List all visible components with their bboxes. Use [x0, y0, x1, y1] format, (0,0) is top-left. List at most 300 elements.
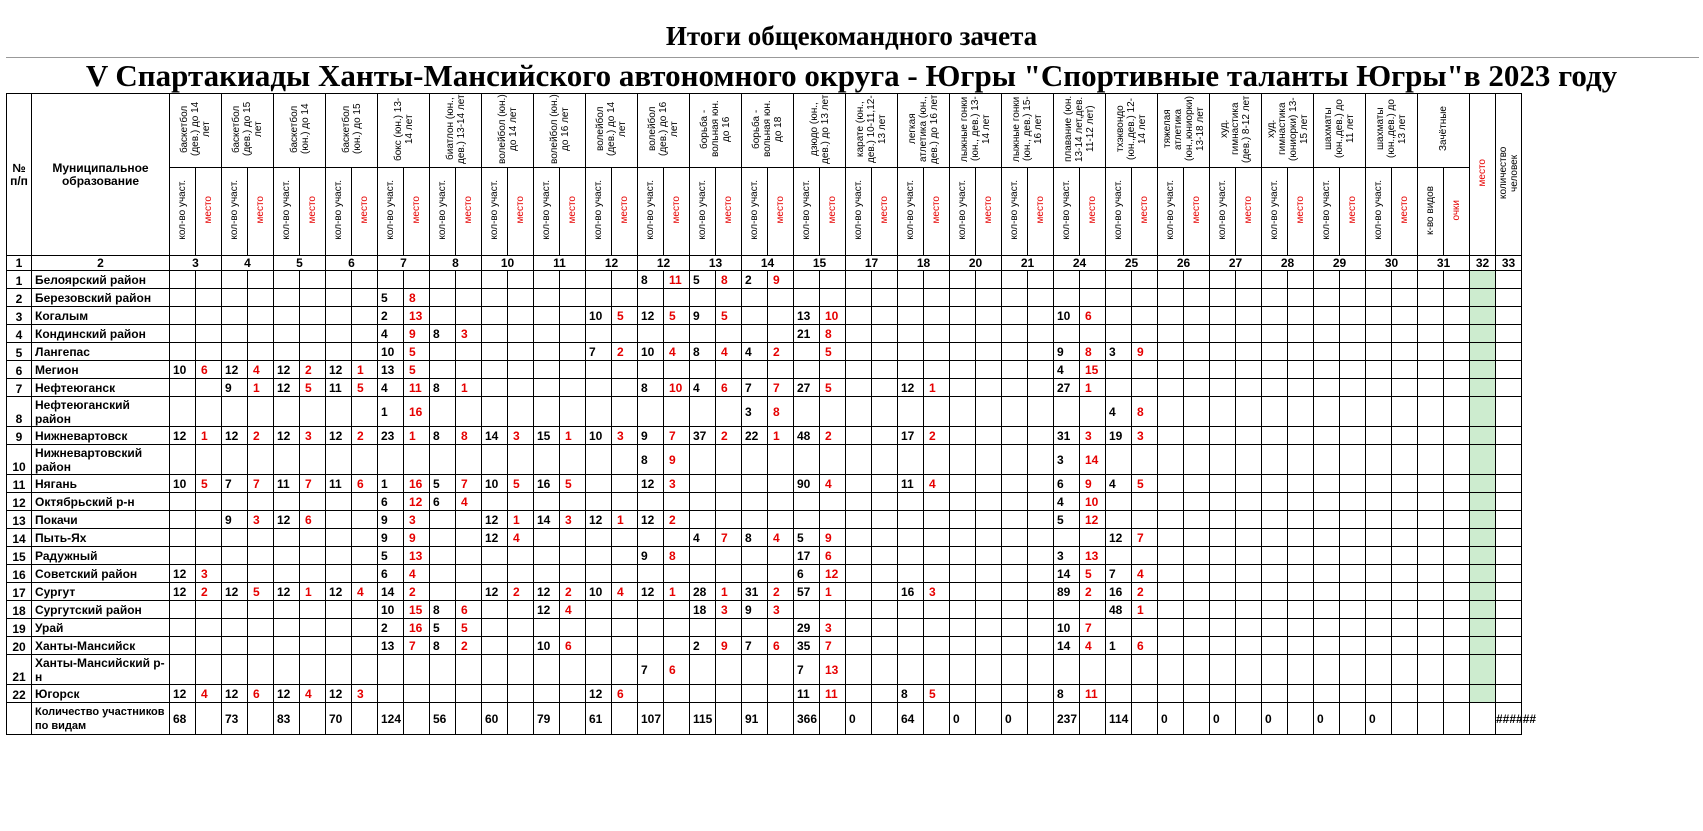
subheader-count — [1210, 168, 1236, 256]
participants-cell — [1314, 289, 1340, 307]
participants-cell: 4 — [378, 325, 404, 343]
count-label: кол-во участ. — [1373, 180, 1384, 240]
place-cell — [1132, 325, 1158, 343]
place-cell — [1288, 427, 1314, 445]
municipality-name: Нефтеюганский район — [32, 397, 170, 427]
participants-cell — [430, 445, 456, 475]
participants-cell — [378, 271, 404, 289]
place-cell — [1132, 379, 1158, 397]
row-number: 5 — [7, 343, 32, 361]
place-cell — [248, 271, 274, 289]
place-cell — [1340, 529, 1366, 547]
place-cell — [300, 307, 326, 325]
place-cell — [248, 397, 274, 427]
place-cell — [1340, 307, 1366, 325]
place-cell — [612, 655, 638, 685]
place-cell: 3 — [612, 427, 638, 445]
subheader-count — [742, 168, 768, 256]
place-cell — [1028, 475, 1054, 493]
participants-cell — [898, 493, 924, 511]
place-cell — [1340, 289, 1366, 307]
participants-cell: 12 — [274, 511, 300, 529]
sport-name: волейбол (дев.) до 14 лет — [595, 101, 628, 157]
place-cell: 3 — [300, 427, 326, 445]
participants-cell — [1002, 685, 1028, 703]
subheader-count — [274, 168, 300, 256]
subheader-place — [612, 168, 638, 256]
place-sub-label: место — [879, 196, 890, 224]
participants-cell — [846, 655, 872, 685]
sport-header — [1002, 94, 1054, 168]
participants-cell: 9 — [222, 511, 248, 529]
place-cell: 5 — [300, 379, 326, 397]
place-cell — [1236, 343, 1262, 361]
col-number: 18 — [898, 256, 950, 271]
total-value: 237 — [1054, 703, 1080, 735]
participants-cell — [1054, 529, 1080, 547]
participants-cell — [794, 271, 820, 289]
place-cell — [1028, 619, 1054, 637]
participants-cell — [950, 511, 976, 529]
participants-cell: 7 — [742, 379, 768, 397]
place-cell — [924, 343, 950, 361]
place-cell — [456, 397, 482, 427]
col-number: 26 — [1158, 256, 1210, 271]
place-cell: 1 — [1080, 379, 1106, 397]
place-cell — [1288, 619, 1314, 637]
sport-name: дзюдо (юн., дев.) до 13 лет — [808, 94, 831, 164]
participants-cell: 1 — [1106, 637, 1132, 655]
place-cell — [1288, 685, 1314, 703]
participants-cell — [1002, 271, 1028, 289]
participants-cell — [1314, 307, 1340, 325]
participants-cell — [1314, 619, 1340, 637]
participants-cell — [1210, 361, 1236, 379]
participants-cell: 4 — [378, 379, 404, 397]
participants-cell — [638, 619, 664, 637]
participants-cell — [950, 619, 976, 637]
participants-cell — [1210, 427, 1236, 445]
participants-cell: 12 — [482, 529, 508, 547]
sport-name: худ. гимнастика (юниорки) 13-15 лет — [1265, 97, 1310, 161]
participants-cell — [1002, 289, 1028, 307]
place-cell — [1184, 361, 1210, 379]
place-cell: 7 — [1080, 619, 1106, 637]
place-cell — [196, 379, 222, 397]
total-empty — [820, 703, 846, 735]
col-number: 6 — [326, 256, 378, 271]
participants-cell: 11 — [794, 685, 820, 703]
sport-name: тхэквондо (юн.,дев.) 12-14 лет — [1115, 98, 1148, 160]
participants-cell — [846, 529, 872, 547]
participants-cell — [1314, 529, 1340, 547]
participants-cell — [1106, 619, 1132, 637]
participants-cell — [274, 637, 300, 655]
participants-cell — [1158, 655, 1184, 685]
total-value: 61 — [586, 703, 612, 735]
participants-cell: 10 — [638, 343, 664, 361]
participants-cell — [1366, 271, 1392, 289]
kinds-cell — [1418, 601, 1444, 619]
sport-name: бокс (юн.) 13-14 лет — [392, 97, 415, 161]
participants-cell — [638, 493, 664, 511]
place-cell — [924, 619, 950, 637]
overall-place-cell — [1470, 445, 1496, 475]
place-cell: 7 — [404, 637, 430, 655]
participants-cell: 4 — [1106, 475, 1132, 493]
subheader-count — [378, 168, 404, 256]
place-cell: 8 — [820, 325, 846, 343]
place-cell — [716, 361, 742, 379]
place-cell — [1392, 271, 1418, 289]
place-cell — [300, 343, 326, 361]
sport-name: легкая атлетика (юн., дев.) до 16 лет — [907, 94, 940, 164]
participants-cell — [1158, 271, 1184, 289]
participants-cell: 5 — [430, 619, 456, 637]
participants-cell — [170, 397, 196, 427]
participants-cell — [1158, 445, 1184, 475]
place-cell — [1132, 289, 1158, 307]
place-cell — [768, 547, 794, 565]
sport-name: баскетбол (дев.) до 14 лет — [179, 101, 212, 157]
participants-cell — [170, 655, 196, 685]
place-cell — [196, 445, 222, 475]
points-cell — [1444, 493, 1470, 511]
overall-place-cell — [1470, 379, 1496, 397]
participants-cell — [534, 529, 560, 547]
participants-cell — [898, 637, 924, 655]
place-cell — [1236, 547, 1262, 565]
place-cell: 5 — [1080, 565, 1106, 583]
participants-cell — [430, 529, 456, 547]
participants-cell — [482, 379, 508, 397]
participants-cell — [1314, 547, 1340, 565]
points-cell — [1444, 445, 1470, 475]
participants-cell — [1002, 637, 1028, 655]
sport-header — [222, 94, 274, 168]
total-empty — [612, 703, 638, 735]
participants-cell — [690, 493, 716, 511]
place-cell — [872, 529, 898, 547]
header-municipality-label: Муниципальное образование — [52, 160, 149, 188]
table-row — [7, 325, 1690, 343]
kinds-cell — [1418, 493, 1444, 511]
place-cell — [924, 361, 950, 379]
place-cell: 15 — [404, 601, 430, 619]
participants-cell — [1158, 619, 1184, 637]
row-number: 22 — [7, 685, 32, 703]
place-cell — [508, 601, 534, 619]
place-cell — [1288, 493, 1314, 511]
participants-cell — [1106, 289, 1132, 307]
participants-cell — [274, 289, 300, 307]
participants-cell: 7 — [1106, 565, 1132, 583]
people-cell — [1496, 565, 1522, 583]
place-cell — [976, 325, 1002, 343]
place-cell — [352, 619, 378, 637]
place-cell: 9 — [404, 529, 430, 547]
people-cell — [1496, 427, 1522, 445]
place-cell — [1340, 397, 1366, 427]
place-cell: 12 — [1080, 511, 1106, 529]
participants-cell — [482, 601, 508, 619]
participants-cell: 12 — [1106, 529, 1132, 547]
participants-cell — [586, 547, 612, 565]
participants-cell — [950, 325, 976, 343]
place-cell — [1184, 583, 1210, 601]
participants-cell: 4 — [690, 529, 716, 547]
participants-cell — [638, 289, 664, 307]
row-number: 11 — [7, 475, 32, 493]
participants-cell — [1106, 307, 1132, 325]
place-cell — [768, 361, 794, 379]
place-cell — [456, 307, 482, 325]
participants-cell — [1366, 619, 1392, 637]
participants-cell — [274, 271, 300, 289]
place-cell: 4 — [248, 361, 274, 379]
participants-cell: 35 — [794, 637, 820, 655]
place-cell — [456, 343, 482, 361]
total-value: 0 — [1002, 703, 1028, 735]
participants-cell: 19 — [1106, 427, 1132, 445]
total-value: 68 — [170, 703, 196, 735]
place-cell — [664, 637, 690, 655]
kinds-cell — [1418, 685, 1444, 703]
place-cell — [872, 547, 898, 565]
col-number: 27 — [1210, 256, 1262, 271]
participants-cell — [326, 601, 352, 619]
place-cell: 9 — [664, 445, 690, 475]
participants-cell — [482, 547, 508, 565]
points-cell — [1444, 325, 1470, 343]
place-cell — [872, 307, 898, 325]
participants-cell — [222, 397, 248, 427]
place-cell: 6 — [300, 511, 326, 529]
place-cell — [196, 289, 222, 307]
row-number: 7 — [7, 379, 32, 397]
place-cell — [612, 397, 638, 427]
total-value: 60 — [482, 703, 508, 735]
sport-name: волейбол (дев.) до 16 лет — [647, 101, 680, 157]
place-cell — [612, 445, 638, 475]
total-empty — [300, 703, 326, 735]
place-cell — [352, 271, 378, 289]
row-number: 9 — [7, 427, 32, 445]
participants-cell: 12 — [274, 427, 300, 445]
place-cell — [1028, 379, 1054, 397]
col-number: 3 — [170, 256, 222, 271]
participants-cell — [378, 445, 404, 475]
totals-points — [1444, 703, 1470, 735]
place-cell — [248, 343, 274, 361]
participants-cell: 10 — [534, 637, 560, 655]
kinds-cell — [1418, 529, 1444, 547]
place-cell: 3 — [924, 583, 950, 601]
participants-cell — [1106, 547, 1132, 565]
municipality-name: Сургутский район — [32, 601, 170, 619]
overall-place-cell — [1470, 685, 1496, 703]
participants-cell: 21 — [794, 325, 820, 343]
place-cell — [352, 547, 378, 565]
total-value: 115 — [690, 703, 716, 735]
place-cell — [976, 493, 1002, 511]
participants-cell: 3 — [742, 397, 768, 427]
place-cell — [1184, 655, 1210, 685]
participants-cell — [430, 511, 456, 529]
sport-header — [482, 94, 534, 168]
place-cell — [352, 565, 378, 583]
place-cell: 2 — [196, 583, 222, 601]
participants-cell — [222, 343, 248, 361]
place-cell: 1 — [560, 427, 586, 445]
participants-cell: 6 — [430, 493, 456, 511]
col-number: 25 — [1106, 256, 1158, 271]
place-cell — [924, 493, 950, 511]
total-value: 366 — [794, 703, 820, 735]
participants-cell — [1002, 583, 1028, 601]
place-cell — [716, 547, 742, 565]
participants-cell — [1002, 529, 1028, 547]
participants-cell — [586, 655, 612, 685]
table-row — [7, 511, 1690, 529]
participants-cell — [638, 565, 664, 583]
sport-header — [846, 94, 898, 168]
participants-cell — [898, 445, 924, 475]
col-number: 7 — [378, 256, 430, 271]
place-cell — [1340, 325, 1366, 343]
overall-place-cell — [1470, 565, 1496, 583]
participants-cell: 12 — [638, 307, 664, 325]
place-cell: 2 — [768, 343, 794, 361]
participants-cell — [170, 307, 196, 325]
place-cell — [612, 271, 638, 289]
place-cell: 4 — [1132, 565, 1158, 583]
total-value: 73 — [222, 703, 248, 735]
place-cell: 6 — [768, 637, 794, 655]
participants-cell — [846, 511, 872, 529]
place-cell — [508, 289, 534, 307]
participants-cell — [1002, 427, 1028, 445]
participants-cell: 8 — [430, 325, 456, 343]
place-cell — [1340, 637, 1366, 655]
col-number: 13 — [690, 256, 742, 271]
subheader-count — [534, 168, 560, 256]
municipality-name: Кондинский район — [32, 325, 170, 343]
place-cell — [1236, 445, 1262, 475]
participants-cell: 12 — [586, 685, 612, 703]
participants-cell: 10 — [378, 601, 404, 619]
participants-cell — [846, 475, 872, 493]
place-cell — [1080, 325, 1106, 343]
participants-cell: 9 — [690, 307, 716, 325]
participants-cell — [1262, 583, 1288, 601]
place-cell — [872, 685, 898, 703]
participants-cell — [170, 637, 196, 655]
participants-cell — [1210, 343, 1236, 361]
place-cell: 2 — [560, 583, 586, 601]
place-cell — [1028, 583, 1054, 601]
participants-cell — [846, 307, 872, 325]
participants-cell — [274, 529, 300, 547]
place-cell — [768, 655, 794, 685]
participants-cell — [742, 511, 768, 529]
participants-cell — [274, 307, 300, 325]
place-cell — [1392, 619, 1418, 637]
subheader-place — [456, 168, 482, 256]
participants-cell — [1210, 601, 1236, 619]
count-label: кол-во участ. — [645, 180, 656, 240]
subheader-place — [664, 168, 690, 256]
place-cell — [560, 397, 586, 427]
total-empty — [1392, 703, 1418, 735]
place-cell — [1288, 343, 1314, 361]
participants-cell — [1366, 493, 1392, 511]
subheader-place — [1288, 168, 1314, 256]
kinds-cell — [1418, 655, 1444, 685]
row-number: 20 — [7, 637, 32, 655]
place-cell — [1184, 307, 1210, 325]
participants-cell — [950, 547, 976, 565]
place-cell — [1236, 601, 1262, 619]
municipality-name: Нижневартовск — [32, 427, 170, 445]
sport-header — [430, 94, 482, 168]
count-label: кол-во участ. — [1165, 180, 1176, 240]
participants-cell — [326, 511, 352, 529]
kinds-cell — [1418, 271, 1444, 289]
participants-cell — [846, 325, 872, 343]
participants-cell — [1158, 493, 1184, 511]
subheader-place — [1392, 168, 1418, 256]
people-cell — [1496, 511, 1522, 529]
sport-name: волейбол (юн.) до 14 лет — [496, 94, 519, 164]
sport-header — [1210, 94, 1262, 168]
points-label: очки — [1451, 199, 1462, 221]
place-cell — [1288, 361, 1314, 379]
participants-cell: 12 — [326, 685, 352, 703]
participants-cell — [846, 289, 872, 307]
place-cell: 1 — [1132, 601, 1158, 619]
place-cell — [1392, 307, 1418, 325]
place-cell — [300, 547, 326, 565]
place-cell — [1184, 427, 1210, 445]
participants-cell — [742, 307, 768, 325]
participants-cell — [1262, 379, 1288, 397]
participants-cell — [222, 637, 248, 655]
participants-cell — [846, 565, 872, 583]
place-cell — [300, 397, 326, 427]
participants-cell — [950, 427, 976, 445]
sport-name: баскетбол (юн.) до 15 — [340, 103, 363, 155]
participants-cell — [170, 511, 196, 529]
participants-cell — [950, 307, 976, 325]
participants-cell — [1054, 289, 1080, 307]
place-cell: 9 — [1132, 343, 1158, 361]
row-number: 1 — [7, 271, 32, 289]
place-cell — [404, 655, 430, 685]
place-cell — [1392, 493, 1418, 511]
participants-cell — [1314, 475, 1340, 493]
place-cell — [1288, 445, 1314, 475]
total-empty — [872, 703, 898, 735]
total-empty — [456, 703, 482, 735]
participants-cell — [430, 583, 456, 601]
header-num — [7, 94, 32, 256]
place-sub-label: место — [775, 196, 786, 224]
place-cell: 6 — [1132, 637, 1158, 655]
subheader-place — [560, 168, 586, 256]
subheader-count — [690, 168, 716, 256]
participants-cell — [1158, 361, 1184, 379]
